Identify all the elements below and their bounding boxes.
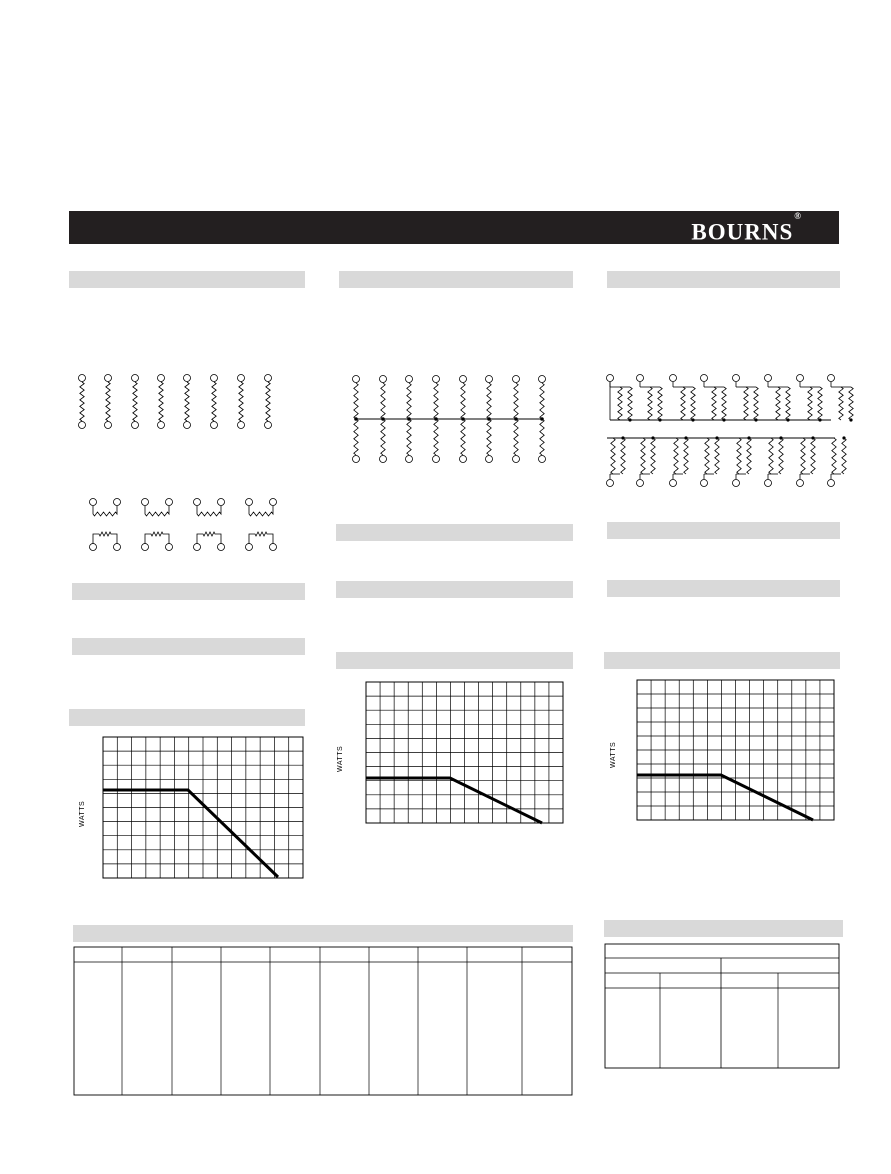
resistor-element — [611, 438, 615, 474]
bus-node — [747, 436, 750, 439]
bus-node — [621, 436, 624, 439]
resistor-element — [818, 387, 822, 420]
bus-node — [849, 418, 852, 421]
terminal-pin — [670, 375, 677, 382]
resistor-element — [618, 387, 622, 420]
resistor-element — [712, 387, 716, 420]
resistor-element — [801, 438, 805, 474]
terminal-pin — [733, 480, 740, 487]
resistor-element — [811, 438, 815, 474]
bus-node — [818, 418, 821, 421]
resistor-element — [849, 387, 853, 420]
resistor-element — [691, 387, 695, 420]
resistor-element — [779, 438, 783, 474]
resistor-element — [658, 387, 662, 420]
bus-node — [722, 418, 725, 421]
bus-node — [658, 418, 661, 421]
derating-chart-2 — [366, 682, 563, 823]
resistor-element — [621, 438, 625, 474]
derating-chart-3 — [637, 680, 834, 820]
resistor-element — [842, 438, 846, 474]
bus-node — [715, 436, 718, 439]
bus-node — [811, 436, 814, 439]
terminal-pin — [607, 375, 614, 382]
derating-curve — [366, 778, 542, 823]
resistor-element — [744, 387, 748, 420]
table-frame — [74, 947, 572, 1095]
bus-node — [786, 418, 789, 421]
chart-3-ylabel: WATTS — [610, 741, 617, 768]
resistor-element — [674, 438, 678, 474]
terminal-pin — [797, 375, 804, 382]
terminal-pin — [733, 375, 740, 382]
terminal-pin — [637, 480, 644, 487]
terminal-pin — [670, 480, 677, 487]
bus-node — [684, 436, 687, 439]
resistor-element — [705, 438, 709, 474]
resistor-element — [651, 438, 655, 474]
resistor-element — [684, 438, 688, 474]
brand-name: BOURNS — [691, 219, 794, 245]
resistor-element — [715, 438, 719, 474]
bus-node — [628, 418, 631, 421]
registered-mark: ® — [794, 211, 802, 221]
terminal-pin — [765, 480, 772, 487]
resistor-element — [641, 438, 645, 474]
terminal-pin — [701, 375, 708, 382]
resistor-element — [839, 387, 843, 420]
terminal-pin — [765, 375, 772, 382]
resistor-element — [776, 387, 780, 420]
bus-node — [779, 436, 782, 439]
derating-chart-1 — [103, 737, 303, 878]
terminal-pin — [828, 480, 835, 487]
bus-node — [754, 418, 757, 421]
resistor-element — [832, 438, 836, 474]
resistor-element — [737, 438, 741, 474]
resistor-element — [747, 438, 751, 474]
side-table — [604, 943, 840, 1069]
terminal-pin — [828, 375, 835, 382]
bus-node — [651, 436, 654, 439]
resistor-element — [769, 438, 773, 474]
bus-node — [842, 436, 845, 439]
chart-2-ylabel: WATTS — [337, 745, 344, 772]
resistor-element — [628, 387, 632, 420]
chart-1-ylabel: WATTS — [79, 800, 86, 827]
terminal-pin — [797, 480, 804, 487]
resistor-element — [754, 387, 758, 420]
resistor-element — [648, 387, 652, 420]
terminal-pin — [701, 480, 708, 487]
terminal-pin — [637, 375, 644, 382]
ordering-table — [73, 946, 573, 1096]
resistor-element — [722, 387, 726, 420]
bus-node — [691, 418, 694, 421]
table-frame — [605, 944, 839, 1068]
resistor-element — [808, 387, 812, 420]
derating-curve — [637, 775, 813, 820]
resistor-element — [681, 387, 685, 420]
terminal-pin — [607, 480, 614, 487]
resistor-element — [786, 387, 790, 420]
